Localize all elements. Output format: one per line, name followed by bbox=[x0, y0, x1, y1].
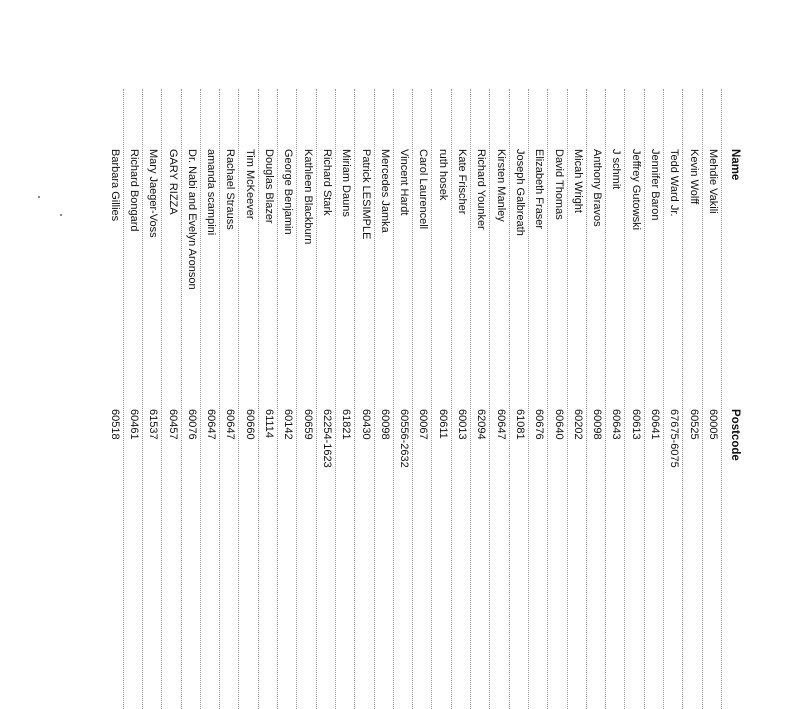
cell-postcode: 60676 bbox=[533, 409, 546, 440]
cell-name: Carol Laurencell bbox=[417, 149, 430, 230]
table-row bbox=[510, 149, 529, 629]
cell-name: Kirsten Manley bbox=[494, 149, 507, 222]
table-row bbox=[394, 149, 413, 629]
table-row bbox=[220, 149, 239, 629]
cell-name: George Benjamin bbox=[282, 149, 295, 235]
cell-postcode: 60641 bbox=[649, 409, 662, 440]
table-row bbox=[683, 149, 702, 629]
cell-postcode: 60457 bbox=[166, 409, 179, 440]
table-row bbox=[587, 149, 606, 629]
cell-postcode: 60076 bbox=[185, 409, 198, 440]
cell-postcode: 61821 bbox=[340, 409, 353, 440]
cell-name: Elizabeth Fraser bbox=[533, 149, 546, 230]
table-row bbox=[355, 149, 374, 629]
table-row bbox=[703, 149, 722, 629]
table-row bbox=[143, 149, 162, 629]
cell-name: Tedd Ward Jr. bbox=[668, 149, 681, 217]
cell-name: Vincent Hardt bbox=[398, 149, 411, 216]
cell-name: Richard Bongard bbox=[128, 149, 140, 232]
cell-postcode: 60647 bbox=[205, 409, 218, 440]
cell-name: Anthony Bravos bbox=[591, 149, 604, 227]
cell-postcode: 60659 bbox=[301, 409, 314, 440]
table-row bbox=[548, 149, 567, 629]
table-row bbox=[259, 149, 278, 629]
cell-name: David Thomas bbox=[552, 149, 565, 220]
header-postcode: Postcode bbox=[729, 409, 741, 461]
table-row bbox=[645, 149, 664, 629]
cell-postcode: 61114 bbox=[263, 409, 276, 438]
postcode-table bbox=[44, 149, 744, 649]
cell-postcode: 60430 bbox=[359, 409, 372, 440]
cell-name: Tim McKeever bbox=[243, 149, 256, 220]
cell-postcode: 60461 bbox=[128, 409, 140, 440]
cell-postcode: 60647 bbox=[224, 409, 237, 440]
table-row bbox=[471, 149, 490, 629]
table-row bbox=[278, 149, 297, 629]
scan-speck bbox=[38, 196, 40, 198]
cell-name: Micah Wright bbox=[571, 149, 584, 213]
table-row bbox=[529, 149, 548, 629]
cell-name: ruth hosek bbox=[436, 149, 449, 201]
cell-postcode: 60643 bbox=[610, 409, 623, 440]
header-name: Name bbox=[729, 149, 741, 181]
cell-postcode: 60098 bbox=[591, 409, 604, 440]
table-row bbox=[664, 149, 683, 629]
cell-name: Douglas Blazer bbox=[263, 149, 276, 224]
cell-name: Mercedes Jamka bbox=[378, 149, 391, 233]
table-row bbox=[201, 149, 220, 629]
table-row bbox=[240, 149, 259, 629]
cell-name: Richard Stark bbox=[321, 149, 333, 216]
cell-name: Rachael Strauss bbox=[224, 149, 237, 230]
cell-name: Jennifer Baron bbox=[649, 149, 662, 221]
table-header-row bbox=[725, 149, 744, 629]
table-row bbox=[336, 149, 355, 629]
cell-postcode: 60640 bbox=[552, 409, 565, 440]
cell-postcode: 60660 bbox=[243, 409, 256, 440]
cell-postcode: 60613 bbox=[629, 409, 642, 440]
cell-postcode: 60611 bbox=[436, 409, 449, 439]
table-row bbox=[124, 149, 143, 629]
cell-name: Mary Jaeger-Voss bbox=[147, 149, 160, 238]
cell-name: Miriam Dauns bbox=[340, 149, 353, 217]
cell-postcode: 60098 bbox=[378, 409, 391, 440]
cell-postcode: 62094 bbox=[475, 409, 488, 440]
table-row bbox=[162, 149, 181, 629]
table-row bbox=[317, 149, 336, 629]
table-row bbox=[182, 149, 201, 629]
table-row bbox=[490, 149, 509, 629]
scan-speck bbox=[60, 214, 62, 216]
cell-name: Kevin Wolff bbox=[687, 149, 700, 205]
table-row bbox=[452, 149, 471, 629]
cell-name: Kate Frischer bbox=[456, 149, 469, 215]
cell-name: amanda scampini bbox=[205, 149, 218, 236]
cell-postcode: 60142 bbox=[282, 409, 295, 440]
cell-postcode: 60518 bbox=[108, 409, 121, 440]
cell-postcode: 61537 bbox=[147, 409, 160, 440]
cell-postcode: 67675-6075 bbox=[668, 409, 681, 468]
cell-name: Patrick LESIMPLE bbox=[359, 149, 372, 240]
cell-postcode: 60556-2632 bbox=[398, 409, 411, 468]
cell-postcode: 60013 bbox=[456, 409, 469, 440]
cell-name: Richard Younker bbox=[475, 149, 488, 230]
cell-postcode: 61081 bbox=[514, 409, 526, 440]
cell-name: Dr. Nabi and Evelyn Aronson bbox=[185, 149, 198, 290]
cell-name: Barbara Gillies bbox=[108, 149, 121, 222]
table-row bbox=[626, 149, 645, 629]
cell-name: J schmit bbox=[610, 149, 623, 190]
table-row bbox=[606, 149, 625, 629]
cell-name: GARY RIZZA bbox=[166, 149, 179, 215]
table-row bbox=[104, 149, 123, 629]
cell-postcode: 60005 bbox=[707, 409, 719, 440]
table-row bbox=[413, 149, 432, 629]
table-row bbox=[433, 149, 452, 629]
cell-postcode: 60202 bbox=[571, 409, 584, 440]
cell-name: Joseph Galbreath bbox=[514, 149, 526, 236]
cell-postcode: 60067 bbox=[417, 409, 430, 440]
cell-name: Mehdie Vakili bbox=[707, 149, 719, 214]
cell-postcode: 60525 bbox=[687, 409, 700, 440]
cell-postcode: 62254-1623 bbox=[321, 409, 333, 468]
table-row bbox=[375, 149, 394, 629]
table-row bbox=[568, 149, 587, 629]
cell-postcode: 60647 bbox=[494, 409, 507, 440]
table-row bbox=[297, 149, 316, 629]
cell-name: Kathleen Blackburn bbox=[301, 149, 314, 245]
cell-name: Jeffrey Gutowski bbox=[629, 149, 642, 231]
